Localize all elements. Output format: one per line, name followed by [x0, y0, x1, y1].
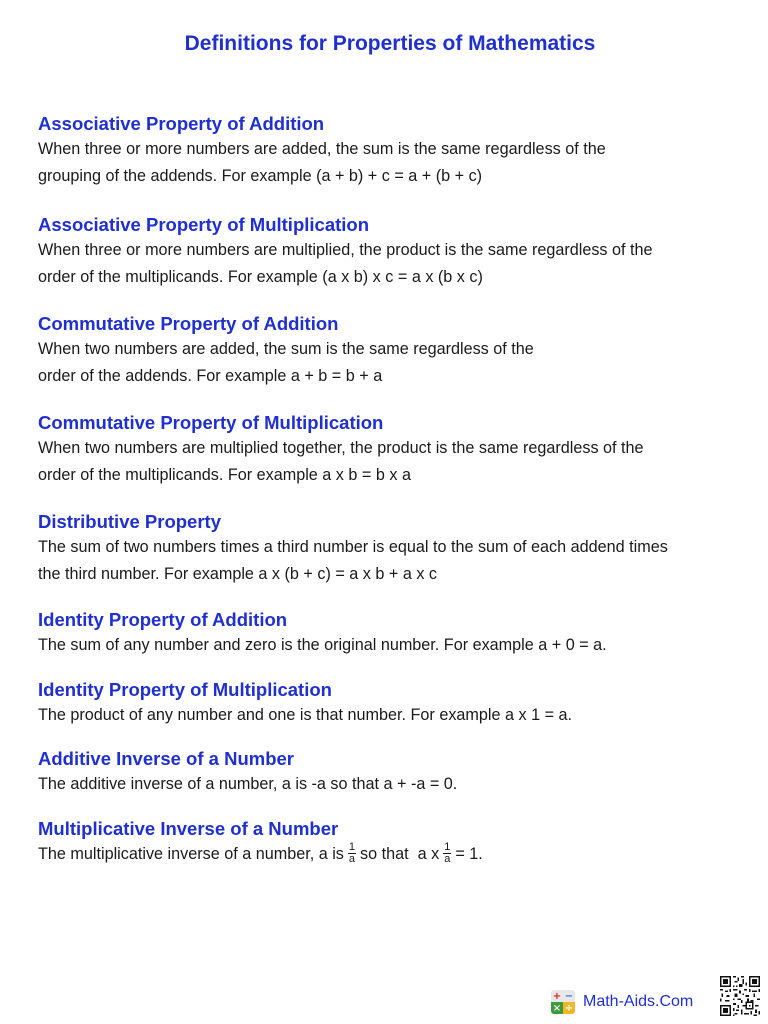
definition-identity-multiplication	[38, 678, 758, 729]
definition-line: The sum of two numbers times a third number is equal to the sum of each addend times	[38, 538, 668, 556]
definition-text: The multiplicative inverse of a number, a is	[38, 844, 344, 863]
definition-line: the third number. For example a x (b + c) = a x b + a x c	[38, 564, 438, 583]
calculator-grid-icon	[551, 990, 575, 1014]
definition-line: grouping of the addends. For example (a + b) + c = a + (b + c)	[38, 166, 483, 185]
definition-identity-addition	[38, 608, 758, 659]
definition-body	[38, 771, 758, 798]
fraction-one-over-a	[348, 842, 356, 865]
definition-heading: Associative Property of Multiplication	[38, 214, 370, 235]
page-title: Definitions for Properties of Mathematics	[184, 32, 596, 55]
footer-brand[interactable]	[551, 986, 693, 1018]
fraction-numerator: 1	[348, 840, 356, 853]
definition-associative-multiplication	[38, 213, 758, 290]
definition-heading: Additive Inverse of a Number	[38, 748, 294, 769]
definition-line: The product of any number and one is that number. For example a x 1 = a.	[38, 705, 573, 724]
definition-body	[38, 534, 758, 587]
definition-heading: Multiplicative Inverse of a Number	[38, 817, 339, 839]
times-glyph: ×	[552, 1002, 562, 1014]
definitions-list	[38, 112, 758, 867]
definition-heading: Identity Property of Multiplication	[38, 678, 332, 700]
plus-glyph: +	[552, 990, 562, 1002]
definition-additive-inverse	[38, 747, 758, 798]
definition-commutative-addition	[38, 312, 758, 389]
definition-text: = 1.	[455, 844, 483, 863]
definition-body	[38, 841, 758, 868]
qr-code-icon	[720, 976, 760, 1016]
definition-line: The sum of any number and zero is the original number. For example a + 0 = a.	[38, 636, 607, 654]
brand-link[interactable]: Math-Aids.Com	[583, 993, 694, 1010]
definition-commutative-multiplication	[38, 411, 758, 488]
definition-line: The additive inverse of a number, a is -a so that a + -a = 0.	[38, 775, 458, 793]
minus-glyph: −	[564, 990, 574, 1002]
definition-body	[38, 632, 758, 659]
definition-line: When two numbers are added, the sum is the same regardless of the	[38, 340, 534, 358]
fraction-one-over-a	[443, 842, 451, 865]
definition-associative-addition	[38, 112, 758, 189]
definition-line: order of the addends. For example a + b = b + a	[38, 366, 383, 385]
fraction-denominator: a	[444, 852, 451, 865]
definition-body	[38, 136, 758, 189]
definition-body	[38, 702, 758, 729]
divide-glyph: ÷	[564, 1002, 574, 1014]
definition-multiplicative-inverse	[38, 817, 758, 868]
definition-line: When two numbers are multiplied together, the product is the same regardless of the	[38, 439, 644, 457]
definition-heading: Identity Property of Addition	[38, 609, 288, 630]
definition-heading: Commutative Property of Addition	[38, 313, 339, 334]
definition-body	[38, 237, 758, 290]
definition-line: When three or more numbers are added, the sum is the same regardless of the	[38, 140, 606, 158]
definition-line: order of the multiplicands. For example a x b = b x a	[38, 465, 411, 484]
definition-line: When three or more numbers are multiplied, the product is the same regardless of the	[38, 241, 653, 259]
fraction-denominator: a	[348, 852, 356, 865]
definition-heading: Distributive Property	[38, 511, 221, 532]
definition-heading: Associative Property of Addition	[38, 113, 325, 134]
fraction-numerator: 1	[444, 840, 451, 853]
definition-line: order of the multiplicands. For example (a x b) x c = a x (b x c)	[38, 267, 483, 286]
definition-body	[38, 336, 758, 389]
definition-distributive	[38, 510, 758, 587]
definition-body	[38, 435, 758, 488]
definition-heading: Commutative Property of Multiplication	[38, 412, 384, 433]
definition-text: so that a x	[360, 844, 440, 863]
